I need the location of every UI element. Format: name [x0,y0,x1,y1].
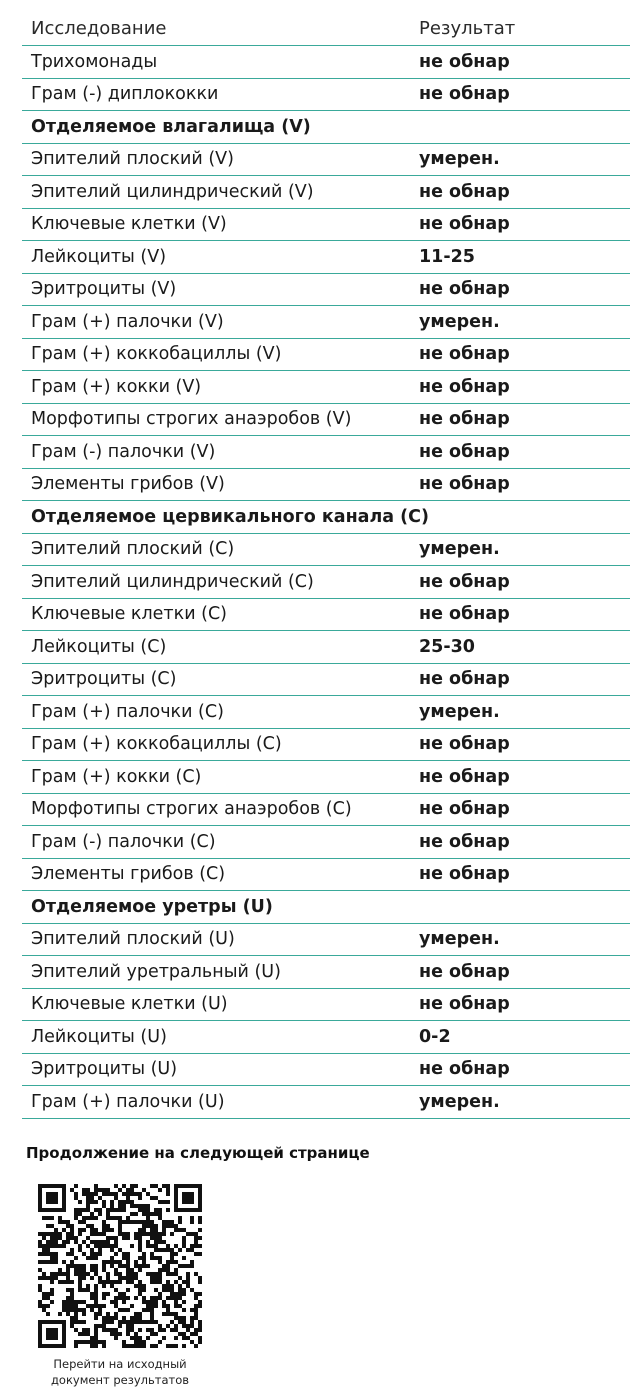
table-row [22,826,630,859]
table-row [22,79,630,112]
test-result: не обнар [419,441,510,462]
table-row [22,469,630,502]
test-result: не обнар [419,766,510,787]
table-row [22,371,630,404]
table-row [22,534,630,567]
test-name: Эпителий плоский (U) [31,929,235,950]
table-header [22,0,630,46]
table-row [22,46,630,79]
test-name: Грам (+) палочки (V) [31,311,224,332]
test-result: не обнар [419,864,510,885]
test-name: Ключевые клетки (U) [31,994,228,1015]
test-name: Элементы грибов (C) [31,864,226,885]
table-row [22,274,630,307]
test-result: умерен. [419,929,500,950]
table-row [22,956,630,989]
test-result: не обнар [419,734,510,755]
test-name: Грам (-) палочки (V) [31,441,216,462]
table-body [22,46,630,1119]
table-row [22,144,630,177]
table-row [22,1054,630,1087]
table-row [22,631,630,664]
test-name: Эпителий плоский (C) [31,539,235,560]
table-row [22,794,630,827]
test-name: Ключевые клетки (V) [31,214,227,235]
test-name: Грам (+) коккобациллы (C) [31,734,282,755]
test-name: Грам (+) коккобациллы (V) [31,344,282,365]
test-name: Грам (-) палочки (C) [31,831,216,852]
section-title: Отделяемое влагалища (V) [31,116,311,137]
section-row [22,111,630,144]
test-result: не обнар [419,1059,510,1080]
test-result: умерен. [419,311,500,332]
test-name: Ключевые клетки (C) [31,604,228,625]
table-row [22,176,630,209]
test-result: не обнар [419,344,510,365]
test-result: не обнар [419,409,510,430]
test-name: Эпителий цилиндрический (V) [31,181,314,202]
test-result: 11-25 [419,246,475,267]
table-row [22,404,630,437]
table-row [22,924,630,957]
table-row [22,761,630,794]
test-name: Эпителий уретральный (U) [31,961,281,982]
test-name: Лейкоциты (V) [31,246,167,267]
test-name: Морфотипы строгих анаэробов (C) [31,799,352,820]
test-result: не обнар [419,831,510,852]
test-result: 0-2 [419,1026,451,1047]
section-title: Отделяемое цервикального канала (C) [31,506,430,527]
test-result: умерен. [419,1091,500,1112]
table-row [22,436,630,469]
test-result: не обнар [419,799,510,820]
test-result: не обнар [419,669,510,690]
test-result: не обнар [419,181,510,202]
test-result: умерен. [419,701,500,722]
test-name: Грам (-) диплококки [31,84,219,105]
section-row [22,501,630,534]
test-result: не обнар [419,961,510,982]
table-row [22,664,630,697]
qr-caption-line2: документ результатов [50,1373,190,1387]
qr-caption-line1: Перейти на исходный [53,1357,187,1371]
test-name: Грам (+) палочки (C) [31,701,224,722]
section-row [22,891,630,924]
test-name: Эритроциты (C) [31,669,177,690]
test-name: Грам (+) кокки (V) [31,376,202,397]
qr-caption[interactable] [30,1356,210,1388]
table-row [22,859,630,892]
qr-code-icon[interactable] [38,1184,202,1348]
table-row [22,729,630,762]
table-row [22,241,630,274]
table-row [22,696,630,729]
test-name: Грам (+) палочки (U) [31,1091,225,1112]
table-row [22,339,630,372]
test-name: Трихомонады [31,51,158,72]
table-row [22,989,630,1022]
test-result: не обнар [419,604,510,625]
test-result: 25-30 [419,636,475,657]
results-table [22,0,630,1119]
test-result: не обнар [419,51,510,72]
test-result: не обнар [419,474,510,495]
header-test: Исследование [31,18,167,39]
test-result: не обнар [419,84,510,105]
test-name: Лейкоциты (C) [31,636,167,657]
test-name: Грам (+) кокки (C) [31,766,202,787]
test-name: Лейкоциты (U) [31,1026,167,1047]
test-name: Эпителий плоский (V) [31,149,234,170]
test-name: Морфотипы строгих анаэробов (V) [31,409,352,430]
header-result: Результат [419,18,516,39]
table-row [22,1086,630,1119]
test-result: умерен. [419,539,500,560]
test-name: Элементы грибов (V) [31,474,225,495]
test-result: умерен. [419,149,500,170]
continuation-note: Продолжение на следующей странице [26,1144,370,1162]
test-result: не обнар [419,994,510,1015]
test-result: не обнар [419,279,510,300]
section-title: Отделяемое уретры (U) [31,896,273,917]
test-result: не обнар [419,214,510,235]
table-row [22,566,630,599]
table-row [22,306,630,339]
test-name: Эритроциты (U) [31,1059,178,1080]
test-result: не обнар [419,571,510,592]
test-name: Эпителий цилиндрический (C) [31,571,314,592]
table-row [22,209,630,242]
test-name: Эритроциты (V) [31,279,177,300]
table-row [22,599,630,632]
table-row [22,1021,630,1054]
test-result: не обнар [419,376,510,397]
